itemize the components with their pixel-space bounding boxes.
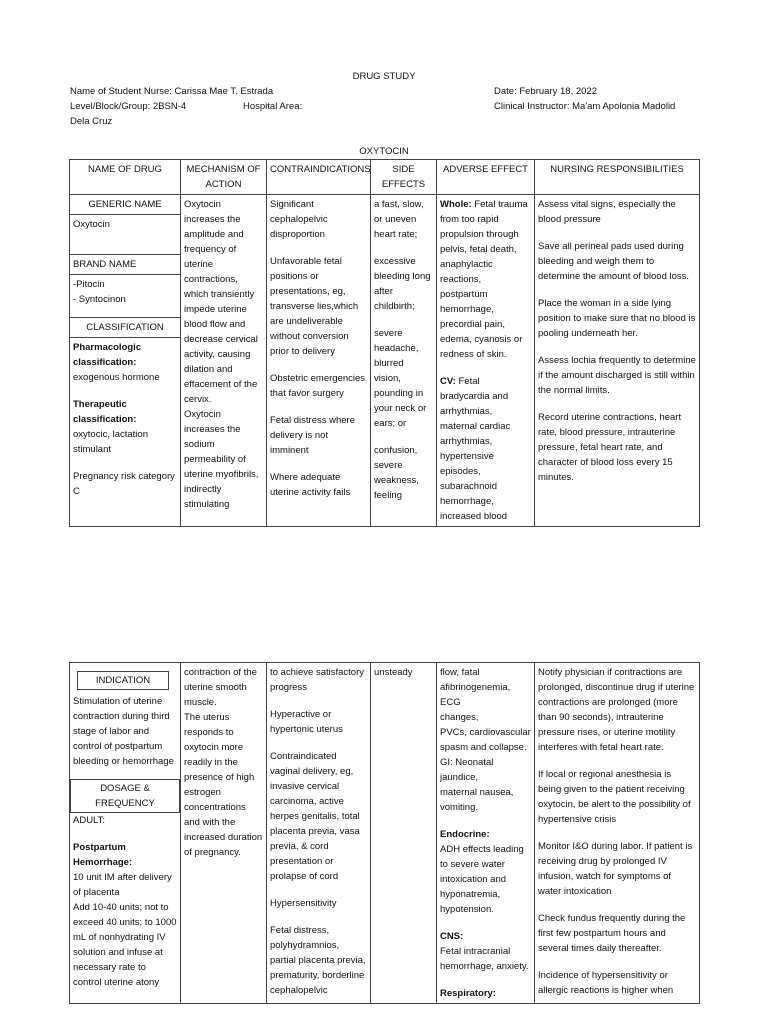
adverse-cns-text: Fetal intracranial hemorrhage, anxiety. bbox=[440, 946, 529, 972]
nursing-item: Record uterine contractions, heart rate, blood pressure, intrauterine pressure, fetal heart rate, and character of blood loss every 15 minutes. bbox=[538, 412, 682, 483]
clinical-instructor-cont: Dela Cruz bbox=[70, 116, 113, 127]
col-header-name: NAME OF DRUG bbox=[70, 160, 181, 195]
pharmacologic-value: exogenous hormone bbox=[73, 372, 160, 383]
side-effect-item: unsteady bbox=[374, 667, 413, 678]
col-header-mechanism: MECHANISM OF ACTION bbox=[181, 160, 267, 195]
doc-title: DRUG STUDY bbox=[352, 71, 416, 82]
clinical-instructor: Clinical Instructor: Ma'am Apolonia Madolid bbox=[494, 101, 676, 112]
table-row bbox=[70, 195, 700, 527]
nursing-item: Place the woman in a side lying position to make sure that no blood is pooling underneath her. bbox=[538, 298, 696, 339]
therapeutic-label: Therapeutic classification: bbox=[73, 399, 137, 425]
student-nurse: Name of Student Nurse: Carissa Mae T. Estrada bbox=[70, 86, 274, 97]
contraindications-cell bbox=[267, 195, 371, 527]
pph-label: Postpartum Hemorrhage: bbox=[73, 842, 133, 868]
drug-title: OXYTOCIN bbox=[359, 146, 409, 157]
adverse-endocrine-label: Endocrine: bbox=[440, 829, 490, 840]
generic-name-label: GENERIC NAME bbox=[70, 195, 180, 215]
nursing-item: Assess vital signs, especially the blood pressure bbox=[538, 199, 676, 225]
nursing-item: Save all perineal pads used during bleeding and weigh them to determine the amount of blood loss. bbox=[538, 241, 690, 282]
indication-label: INDICATION bbox=[77, 671, 169, 690]
pph-dosage: 10 unit IM after delivery of placenta Add 10-40 units; not to exceed 40 units; to 1000 mL of nonhydrating IV solution and infuse at necessary rate to control uterine atony bbox=[73, 872, 177, 988]
nursing-item: Assess lochia frequently to determine if the amount discharged is still within the normal limits. bbox=[538, 355, 696, 396]
contraindication-item: Hypersensitivity bbox=[270, 898, 337, 909]
adverse-cv-label: CV: bbox=[440, 376, 456, 387]
adverse-cns-label: CNS: bbox=[440, 931, 464, 942]
side-effect-item: a fast, slow, or uneven heart rate; bbox=[374, 199, 424, 240]
nursing-item: If local or regional anesthesia is being given to the patient receiving oxytocin, be alert to the possibility of hypertensive crisis bbox=[538, 769, 691, 825]
side-effect-item: severe headache, blurred vision, pounding in your neck or ears; or bbox=[374, 328, 427, 429]
contraindication-item: Fetal distress, polyhydramnios, partial placenta previa, prematurity, borderline cephalopelvic bbox=[270, 925, 366, 996]
dosage-label: DOSAGE & FREQUENCY bbox=[70, 779, 180, 813]
contraindication-item: Fetal distress where delivery is not imminent bbox=[270, 415, 356, 456]
generic-name-value: Oxytocin bbox=[70, 215, 180, 255]
side-effects-cell bbox=[371, 663, 437, 1004]
adverse-whole bbox=[440, 197, 531, 362]
adverse-whole-text: Fetal trauma from too rapid propulsion through pelvis, fetal death, anaphylactic reactions, postpartum hemorrhage, precordial pain, edema, cyanosis or redness of skin. bbox=[440, 199, 528, 360]
col-header-contraindications: CONTRAINDICATIONS bbox=[267, 160, 371, 195]
table-header-row bbox=[70, 160, 700, 195]
drug-table-page1 bbox=[69, 159, 700, 527]
drug-table-page2 bbox=[69, 662, 700, 1004]
side-effect-item: confusion, severe weakness, feeling bbox=[374, 445, 419, 501]
date: Date: February 18, 2022 bbox=[494, 86, 597, 97]
name-of-drug-cell bbox=[70, 195, 181, 527]
contraindication-item: Obstetric emergencies that favor surgery bbox=[270, 373, 366, 399]
adult-label: ADULT: bbox=[73, 815, 106, 826]
brand-name-label: BRAND NAME bbox=[70, 255, 180, 275]
indication-dosage-cell bbox=[70, 663, 181, 1004]
adverse-respiratory-label: Respiratory: bbox=[440, 988, 496, 999]
adverse-effect-cell bbox=[437, 195, 535, 527]
adverse-whole-label: Whole: bbox=[440, 199, 472, 210]
nursing-item: Check fundus frequently during the first few postpartum hours and several times daily thereafter. bbox=[538, 913, 686, 954]
pharmacologic-label: Pharmacologic classification: bbox=[73, 342, 142, 368]
col-header-side-effects: SIDE EFFECTS bbox=[371, 160, 437, 195]
nursing-responsibilities-cell bbox=[535, 195, 700, 527]
contraindication-item: Contraindicated vaginal delivery, eg, invasive cervical carcinoma, active herpes genitalis, total placenta previa, vasa previa, & cord presentation or prolapse of cord bbox=[270, 751, 360, 882]
mechanism-cell: Oxytocin increases the amplitude and frequency of uterine contractions, which transiently impede uterine blood flow and decrease cervical activity, causing dilation and effacement of the cervix. Oxytocin increases the sodium permeability of uterine myofibrils, indirectly stimulating bbox=[181, 195, 267, 527]
adverse-text: flow, fatal afibrinogenemia, ECG changes, PVCs, cardiovascular spasm and collapse. GI: Neonatal jaundice, maternal nausea, vomiting. bbox=[440, 667, 531, 813]
therapeutic-value: oxytocic, lactation stimulant bbox=[73, 429, 148, 455]
hospital-area: Hospital Area: bbox=[243, 101, 303, 112]
classification-label: CLASSIFICATION bbox=[70, 318, 180, 338]
mechanism-cell: contraction of the uterine smooth muscle. The uterus responds to oxytocin more readily in the presence of high estrogen concentrations and with the increased duration of pregnancy. bbox=[181, 663, 267, 1004]
indication-value: Stimulation of uterine contraction during third stage of labor and control of postpartum bleeding or hemorrhage bbox=[73, 696, 174, 767]
brand-name-values: -Pitocin - Syntocinon bbox=[70, 275, 180, 318]
level-block-group: Level/Block/Group: 2BSN-4 bbox=[70, 101, 187, 112]
pregnancy-category: Pregnancy risk category C bbox=[73, 471, 175, 497]
contraindication-item: to achieve satisfactory progress bbox=[270, 667, 364, 693]
table-row bbox=[70, 663, 700, 1004]
adverse-endocrine-text: ADH effects leading to severe water intoxication and hyponatremia, hypotension. bbox=[440, 844, 524, 915]
nursing-item: Notify physician if contractions are prolonged, discontinue drug if uterine contractions are prolonged (more than 90 seconds), intrauterine pressure rises, or uterine motility interferes with fetal heart rate. bbox=[538, 667, 695, 753]
contraindication-item: Hyperactive or hypertonic uterus bbox=[270, 709, 343, 735]
adverse-cv bbox=[440, 374, 531, 524]
nursing-item: Incidence of hypersensitivity or allergic reactions is higher when bbox=[538, 970, 674, 996]
col-header-adverse: ADVERSE EFFECT bbox=[437, 160, 535, 195]
col-header-nursing: NURSING RESPONSIBILITIES bbox=[535, 160, 700, 195]
page2-clip bbox=[0, 662, 768, 1024]
side-effects-cell bbox=[371, 195, 437, 527]
nursing-item: Monitor I&O during labor. If patient is receiving drug by prolonged IV infusion, watch for symptoms of water intoxication bbox=[538, 841, 693, 897]
contraindication-item: Where adequate uterine activity fails bbox=[270, 472, 351, 498]
contraindication-item: Significant cephalopelvic disproportion bbox=[270, 199, 328, 240]
nursing-responsibilities-cell bbox=[535, 663, 700, 1004]
adverse-effect-cell bbox=[437, 663, 535, 1004]
side-effect-item: excessive bleeding long after childbirth; bbox=[374, 256, 431, 312]
contraindications-cell bbox=[267, 663, 371, 1004]
contraindication-item: Unfavorable fetal positions or presentations, eg, transverse lies,which are undeliverable without conversion prior to delivery bbox=[270, 256, 359, 357]
adverse-cv-text: Fetal bradycardia and arrhythmias, maternal cardiac arrhythmias, hypertensive episodes, subarachnoid hemorrhage, increased blood bbox=[440, 376, 511, 522]
